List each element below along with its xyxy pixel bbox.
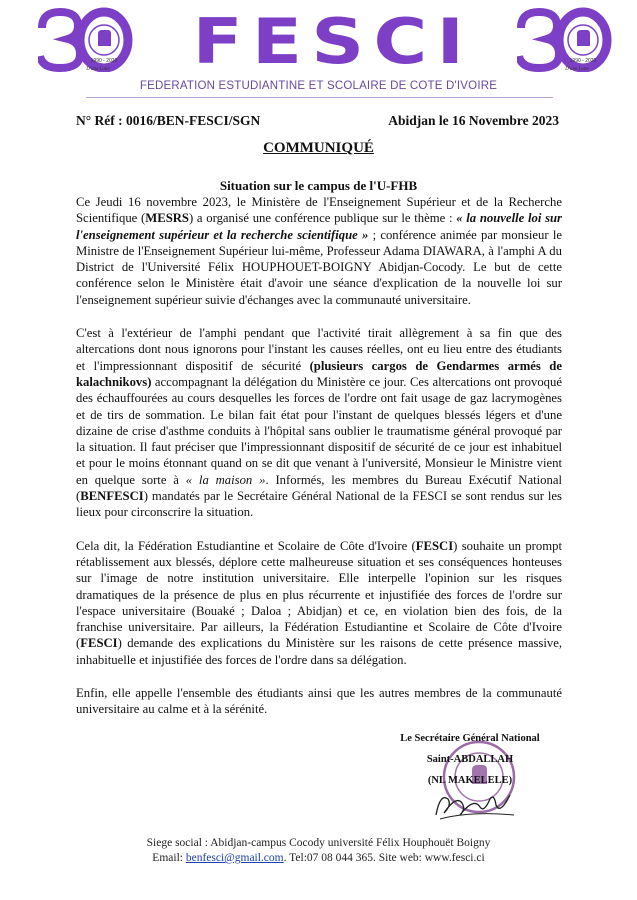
document-subtitle: Situation sur le campus de l'U-FHB	[219, 178, 418, 193]
svg-text:1990 - 2020: 1990 - 2020	[90, 58, 118, 64]
svg-text:D'une Lutte: D'une Lutte	[565, 67, 589, 72]
letterhead	[0, 0, 637, 100]
paragraph-2: C'est à l'extérieur de l'amphi pendant que l'activité tirait allègrement à sa fin que des altercations dont nous ignorons pour l'instant les causes réelles, ont eu lieu entre des étudiants et l'impressionnant dispositif de sécurité (plusieurs cargos de Gendarmes armés de kalachnikovs) accompagnant la délégation du Ministère ce jour. Ces altercations ont provoqué des échauffourées au cours desquelles les forces de l'ordre ont fait usage de gaz lacrymogènes et de tirs de sommation. Le bilan fait état pour l'instant de quelques blessés légers et d'une dizaine de crise d'asthme conduits à l'hôpital sans oublier le traumatisme général provoqué par la situation. Il faut préciser que l'impressionnant dispositif de sécurité de ce jour est inhabituel et pour le moins étonnant quand on se dit que venant à l'université, Monsieur le Ministre vient en quelque sorte à « la maison ». Informés, les membres du Bureau Exécutif National (BENFESCI) mandatés par le Secrétaire Général National de la FESCI se sont rendus sur les lieux pour circonscrire la situation.	[76, 326, 562, 520]
footer-email-link[interactable]: benfesci@gmail.com	[185, 852, 284, 864]
paragraph-3: Cela dit, la Fédération Estudiantine et Scolaire de Côte d'Ivoire (FESCI) souhaite un prompt rétablissement aux blessés, déplore cette malheureuse situation et ses conséquences honteuses sur l'image de notre institution universitaire. Elle interpelle l'opinion sur les risques dramatiques de la présence de plus en plus récurrente et injustifiée des forces de l'ordre sur l'espace universitaire (Bouaké ; Daloa ; Abidjan) et ce, en violation bien des fois, de la franchise universitaire. Par ailleurs, la Fédération Estudiantine et Scolaire de Côte d'Ivoire (FESCI) demande des explications du Ministère sur les raisons de cette présence massive, inhabituelle et injustifiée des forces de l'ordre dans sa délégation.	[76, 538, 562, 667]
paragraph-4: Enfin, elle appelle l'ensemble des étudiants ainsi que les autres membres de la communauté universitaire au calme et à la sérénité.	[76, 686, 562, 717]
fesci-30-anniversary-logo-right	[517, 6, 612, 72]
svg-text:1990 - 2020: 1990 - 2020	[569, 58, 597, 64]
signature-block	[400, 728, 540, 791]
reference-number: N° Réf : 0016/BEN-FESCI/SGN	[76, 113, 261, 128]
document-title: COMMUNIQUÉ	[263, 140, 374, 156]
footer-contact: Email: benfesci@gmail.com. Tel:07 08 044 365. Site web: www.fesci.ci	[152, 852, 485, 864]
footer-address: Siege social : Abidjan-campus Cocody université Félix Houphouët Boigny	[146, 837, 491, 849]
svg-text:D'une Lutte: D'une Lutte	[86, 67, 110, 72]
signatory-role: Le Secrétaire Général National	[400, 733, 540, 744]
handwritten-signature	[430, 785, 520, 823]
fesci-30-anniversary-logo-left	[38, 6, 133, 72]
signatory-name: Saint-ABDALLAH	[426, 754, 514, 765]
communique-body	[76, 194, 562, 735]
document-date: Abidjan le 16 Novembre 2023	[388, 113, 559, 128]
paragraph-1: Ce Jeudi 16 novembre 2023, le Ministère de l'Enseignement Supérieur et de la Recherche Scientifique (MESRS) a organisé une conférence publique sur le thème : « la nouvelle loi sur l'enseignement supérieur et la recherche scientifique » ; conférence animée par monsieur le Ministre de l'Enseignement Supérieur lui-même, Professeur Adama DIAWARA, à l'amphi A du District de l'Université Félix HOUPHOUET-BOIGNY Abidjan-Cocody. Le but de cette conférence selon le Ministère était d'avoir une séance d'explication de la nouvelle loi sur l'enseignement supérieur suivie d'échanges avec la communauté universitaire.	[76, 195, 562, 307]
fesci-brand-wordmark: FESCI	[192, 5, 473, 78]
footer	[0, 836, 637, 866]
signatory-alias: (NL MAKELELE)	[427, 775, 513, 786]
header-divider	[86, 97, 553, 98]
federation-name: FEDERATION ESTUDIANTINE ET SCOLAIRE DE COTE D'IVOIRE	[139, 80, 498, 92]
